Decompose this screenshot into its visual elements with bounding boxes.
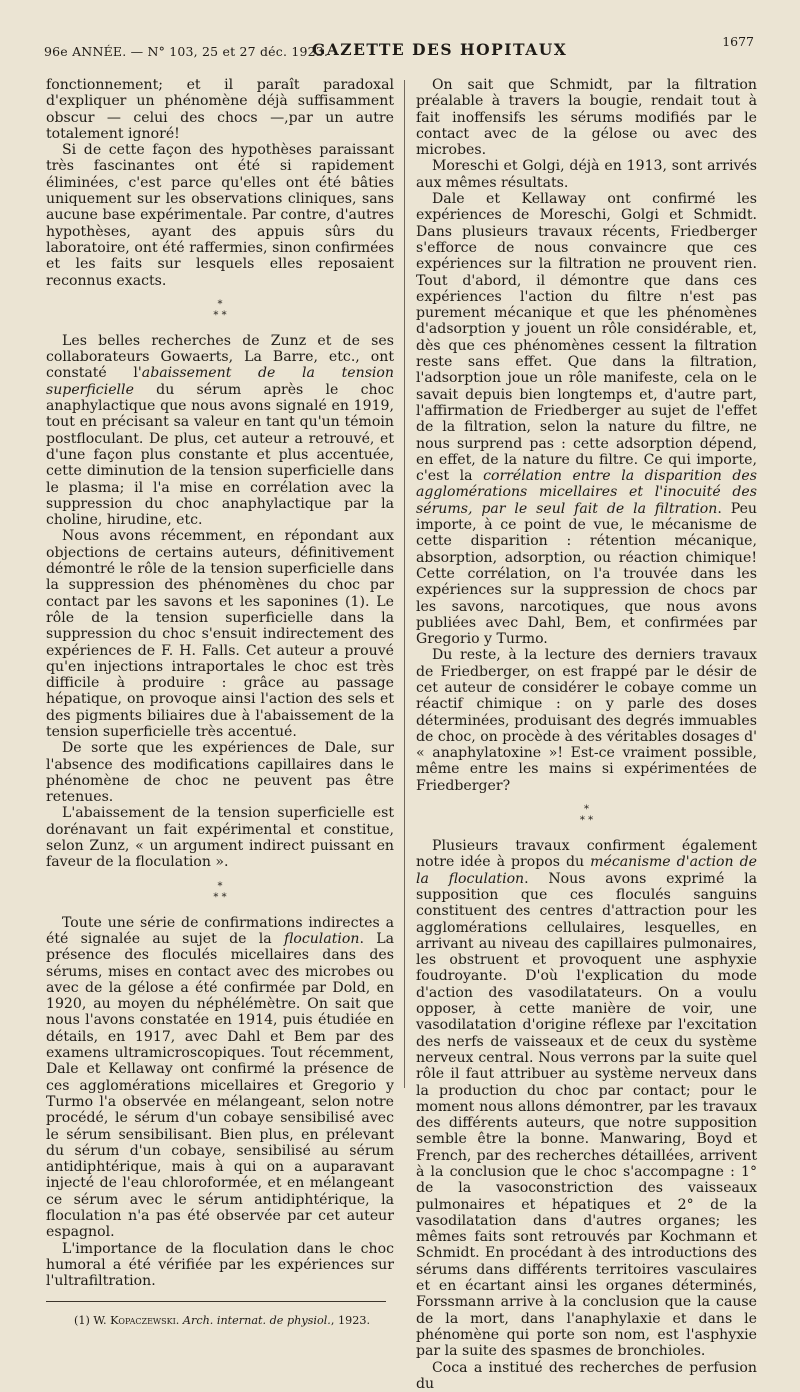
separator-star: *	[584, 804, 589, 816]
paragraph: Toute une série de confirmations indirectes a été signalée au sujet de la floculation. La présence des floculés micellaires dans des sérums, mises en contact avec des microbes ou avec de la gélose a été confirmée par Dold, en 1920, au moyen du néphélémètre. On sait que nous l'avons constatée en 1914, puis étudiée en détails, en 1917, avec Dahl et Bem par des examens ultramicroscopiques. Tout récemment, Dale et Kellaway ont confirmé la présence de ces agglomérations micellaires et Gregorio y Turmo l'a observée en mélangeant, selon notre procédé, le sérum d'un cobaye sensibilisé avec le sérum sensibilisant. Bien plus, en prélevant du sérum d'un cobaye, sensibilisé au sérum antidiphtérique, mais à qui on a auparavant injecté de l'eau chloroformée, et en mélangeant ce sérum avec le sérum antidiphtérique, la floculation n'a pas été observée par cet auteur espagnol.	[46, 914, 394, 1241]
journal-title: GAZETTE DES HOPITAUX	[312, 40, 568, 59]
paragraph: fonctionnement; et il paraît paradoxal d'expliquer un phénomène déjà suffisamment obscur — celui des chocs —,par un autre totalement ignoré!	[46, 77, 394, 142]
emphasis: mécanisme d'action de la floculation	[416, 854, 757, 887]
paragraph: Nous avons récemment, en répondant aux objections de certains auteurs, définitivement démontré le rôle de la tension superficielle dans la suppression des phénomènes du choc par contact par les savons et les saponines (1). Le rôle de la tension superficielle dans la suppression du choc s'ensuit indirectement des expériences de F. H. Falls. Cet auteur a prouvé qu'en injections intraportales le choc est très difficile à produire : grâce au passage hépatique, on provoque ainsi l'action des sels et des pigments biliaires due à l'abaissement de la tension superficielle très accentué.	[46, 528, 394, 740]
paragraph: Plusieurs travaux confirment également notre idée à propos du mécanisme d'action de la floculation. Nous avons exprimé la supposition que ces floculés sanguins constituent des centres d'attraction pour les agglomérations cellulaires, lesquelles, en arrivant au niveau des capillaires pulmonaires, les obstruent et provoquent une asphyxie foudroyante. D'où l'explication du mode d'action des vasodilatateurs. On a voulu opposer, à cette manière de voir, une vasodilatation d'origine réflexe par l'excitation des nerfs de vaisseaux et de ceux du système nerveux central. Nous verrons par la suite quel rôle il faut attribuer au système nerveux dans la production du choc par contact; pour le moment nous allons démontrer, par les travaux des différents auteurs, que notre supposition semble être la bonne. Manwaring, Boyd et French, par des recherches détaillées, arrivent à la conclusion que le choc s'accompagne : 1° de la vasoconstriction des vaisseaux pulmonaires et hépatiques et 2° de la vasodilatation dans d'autres organes; les mêmes faits sont retrouvés par Kochmann et Schmidt. En procédant à des introductions des sérums dans différents territoires vasculaires et en écartant ainsi les organes déterminés, Forssmann arrive à la conclusion que la cause de la mort, dans l'anaphylaxie et dans le phénomène qui porte son nom, est l'asphyxie par la suite des spasmes de bronchioles.	[416, 838, 757, 1360]
paragraph: Si de cette façon des hypothèses paraissant très fascinantes ont été si rapidement éliminées, c'est parce qu'elles ont été bâties uniquement sur les observations cliniques, sans aucune base expérimentale. Par contre, d'autres hypothèses, ayant des appuis sûrs du laboratoire, ont été raffermies, sinon confirmées et les faits sur lesquels elles reposaient reconnus exacts.	[46, 142, 394, 289]
emphasis: abaissement de la tension superficielle	[46, 365, 394, 398]
separator-star: *	[217, 298, 223, 310]
right-column	[416, 77, 757, 1392]
paragraph: Moreschi et Golgi, déjà en 1913, sont arrivés aux mêmes résultats.	[416, 158, 757, 191]
separator-star: *	[579, 815, 585, 827]
page-header	[44, 36, 768, 66]
separator-star: *	[221, 309, 227, 321]
column-divider	[404, 80, 405, 1088]
separator-star: *	[213, 309, 219, 321]
separator-star: *	[221, 891, 227, 903]
paragraph: Dale et Kellaway ont confirmé les expériences de Moreschi, Golgi et Schmidt. Dans plusieurs travaux récents, Friedberger s'efforce de nous convaincre que ces expériences sur la filtration ne prouvent rien. Tout d'abord, il démontre que dans ces expériences l'action du filtre n'est pas purement mécanique et que les phénomènes d'adsorption y jouent un rôle considérable, et, dès que ces phénomènes cessent la filtration reste sans effet. Que dans la filtration, l'adsorption joue un rôle manifeste, cela on le savait depuis bien longtemps et, d'autre part, l'affirmation de Friedberger au sujet de l'effet de la filtration, selon la nature du filtre, ne nous surprend pas : cette adsorption dépend, en effet, de la nature du filtre. Ce qui importe, c'est la corrélation entre la disparition des agglomérations micellaires et l'inocuité des sérums, par le seul fait de la filtration. Peu importe, à ce point de vue, le mécanisme de cette disparition : rétention mécanique, absorption, adsorption, ou réaction chimique! Cette corrélation, on l'a trouvée dans les expériences sur la suppression de chocs par les savons, narcotiques, que nous avons publiées avec Dahl, Bem, et confirmées par Gregorio y Turmo.	[416, 191, 758, 648]
footnote-rule	[46, 1301, 386, 1302]
separator-star: *	[217, 880, 223, 892]
emphasis: floculation	[283, 930, 360, 947]
paragraph: Les belles recherches de Zunz et de ses collaborateurs Gowaerts, La Barre, etc., ont constaté l'abaissement de la tension superficielle du sérum après le choc anaphylactique que nous avons signalé en 1919, tout en précisant sa valeur en tant qu'un témoin postfloculant. De plus, cet auteur a retrouvé, et d'une façon plus constante et plus accentuée, cette diminution de la tension superficielle dans le plasma; il l'a mise en corrélation avec la suppression du choc anaphylactique par la choline, hirudine, etc.	[46, 332, 394, 529]
paragraph: Du reste, à la lecture des derniers travaux de Friedberger, on est frappé par le désir de cet auteur de considérer le cobaye comme un réactif chimique : on y parle des doses déterminées, produisant des degrés immuables de choc, on procède à des véritables dosages d' « anaphylatoxine »! Est-ce vraiment possible, même entre les mains si expérimentées de Friedberger?	[416, 647, 757, 794]
page-number: 1677	[722, 34, 754, 49]
left-column	[46, 77, 394, 1328]
separator-star: *	[588, 815, 594, 827]
paragraph: De sorte que les expériences de Dale, sur l'absence des modifications capillaires dans le phénomène de choc ne peuvent pas être retenues.	[46, 740, 394, 806]
section-separator	[46, 881, 394, 903]
paragraph: L'importance de la floculation dans le choc humoral a été vérifiée par les expériences sur l'ultrafiltration.	[46, 1240, 394, 1290]
footnote: (1) W. Kopaczewski. Arch. internat. de physiol., 1923.	[74, 1314, 370, 1328]
paragraph: L'abaissement de la tension superficielle est dorénavant un fait expérimental et constitue, selon Zunz, « un argument indirect puissant en faveur de la floculation ».	[46, 805, 394, 871]
separator-star: *	[213, 891, 219, 903]
emphasis: corrélation entre la disparition des agglomérations micellaires et l'inocuité des sérums, par le seul fait de la filtration	[416, 468, 758, 517]
section-separator	[46, 299, 394, 321]
section-separator	[416, 804, 757, 826]
paragraph: Coca a institué des recherches de perfusion du	[416, 1359, 757, 1392]
issue-info: 96e ANNÉE. — N° 103, 25 et 27 déc. 1923.	[44, 44, 329, 59]
paragraph: On sait que Schmidt, par la filtration préalable à travers la bougie, rendait tout à fait inoffensifs les sérums modifiés par le contact avec de la gélose ou avec des microbes.	[416, 77, 757, 159]
